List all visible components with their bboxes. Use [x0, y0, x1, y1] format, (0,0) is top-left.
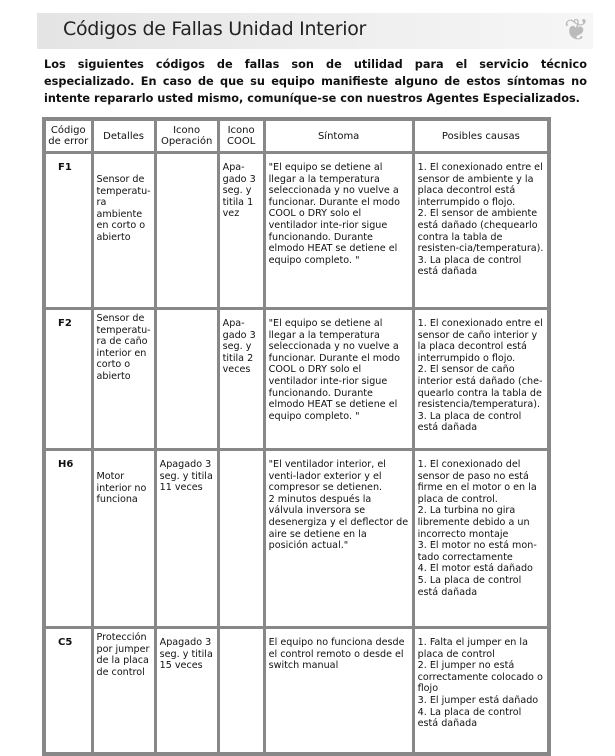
- details-cell: Motor interior no funciona: [92, 450, 155, 628]
- causes-cell: 1. Falta el jumper en la placa de control 2. El jumper no está correctamente colocado o flojo 3. El jumper está dañado 4. La placa de control está dañada: [413, 628, 549, 755]
- operation-cell: [155, 153, 218, 309]
- table-header-row: [44, 119, 549, 153]
- symptom-cell: El equipo no funciona desde el control remoto o desde el switch manual: [264, 628, 413, 755]
- table-row: [44, 309, 549, 450]
- cool-cell: [218, 450, 264, 628]
- table-row: [44, 450, 549, 628]
- header-symptom: Síntoma: [264, 119, 413, 153]
- symptom-cell: "El ventilador interior, el venti-lador exterior y el compresor se detienen. 2 minutos después la válvula inversora se desenergiza y el deflector de aire se detiene en la posición actual.": [264, 450, 413, 628]
- header-cool-icon: Icono COOL: [218, 119, 264, 153]
- table-row: [44, 153, 549, 309]
- symptom-cell: "El equipo se detiene al llegar a la temperatura seleccionada y no vuelve a funcionar. Durante el modo COOL o DRY solo el ventilador inte-rior sigue funcionando. Durante elmodo HEAT se detiene el equipo completo. ": [264, 153, 413, 309]
- causes-cell: 1. El conexionado del sensor de paso no está firme en el motor o en la placa de control. 2. La turbina no gira libremente debido a un incorrecto montaje 3. El motor no está mon-tado correctamente 4. El motor está dañado 5. La placa de control está dañada: [413, 450, 549, 628]
- error-code: H6: [44, 450, 92, 628]
- swirl-ornament-icon: ❦: [563, 13, 589, 48]
- details-cell: Protección por jumper de la placa de control: [92, 628, 155, 755]
- operation-cell: Apagado 3 seg. y titila 11 veces: [155, 450, 218, 628]
- intro-paragraph: Los siguientes códigos de fallas son de utilidad para el servicio técnico especializado. En caso de que su equipo manifieste alguno de estos síntomas no intente repararlo usted mismo, comuníque-se con nuestros Agentes Especializados.: [44, 58, 587, 105]
- details-cell: Sensor de temperatu-ra ambiente en corto o abierto: [92, 153, 155, 309]
- table-row: [44, 628, 549, 755]
- causes-cell: 1. El conexionado entre el sensor de ambiente y la placa decontrol está interrumpido o flojo. 2. El sensor de ambiente está dañado (chequearlo contra la tabla de resisten-cia/temperatura). 3. La placa de control está dañada: [413, 153, 549, 309]
- header-code: Código de error: [44, 119, 92, 153]
- cool-cell: Apa-gado 3 seg. y titila 2 veces: [218, 309, 264, 450]
- page-title: Códigos de Fallas Unidad Interior: [63, 18, 367, 40]
- cool-cell: [218, 628, 264, 755]
- symptom-cell: "El equipo se detiene al llegar a la temperatura seleccionada y no vuelve a funcionar. Durante el modo COOL o DRY solo el ventilador inte-rior sigue funcionando. Durante elmodo HEAT se detiene el equipo completo. ": [264, 309, 413, 450]
- header-causes: Posibles causas: [413, 119, 549, 153]
- header-operation-icon: Icono Operación: [155, 119, 218, 153]
- details-cell: Sensor de temperatu-ra de caño interior en corto o abierto: [92, 309, 155, 450]
- causes-cell: 1. El conexionado entre el sensor de caño interior y la placa decontrol está interrumpido o flojo. 2. El sensor de caño interior está dañado (che-quearlo contra la tabla de resistencia/temperatura). 3. La placa de control está dañada: [413, 309, 549, 450]
- header-details: Detalles: [92, 119, 155, 153]
- fault-codes-table: [42, 117, 551, 756]
- cool-cell: Apa-gado 3 seg. y titila 1 vez: [218, 153, 264, 309]
- operation-cell: Apagado 3 seg. y titila 15 veces: [155, 628, 218, 755]
- error-code: F2: [44, 309, 92, 450]
- error-code: C5: [44, 628, 92, 755]
- operation-cell: [155, 309, 218, 450]
- error-code: F1: [44, 153, 92, 309]
- title-bar: [37, 13, 593, 49]
